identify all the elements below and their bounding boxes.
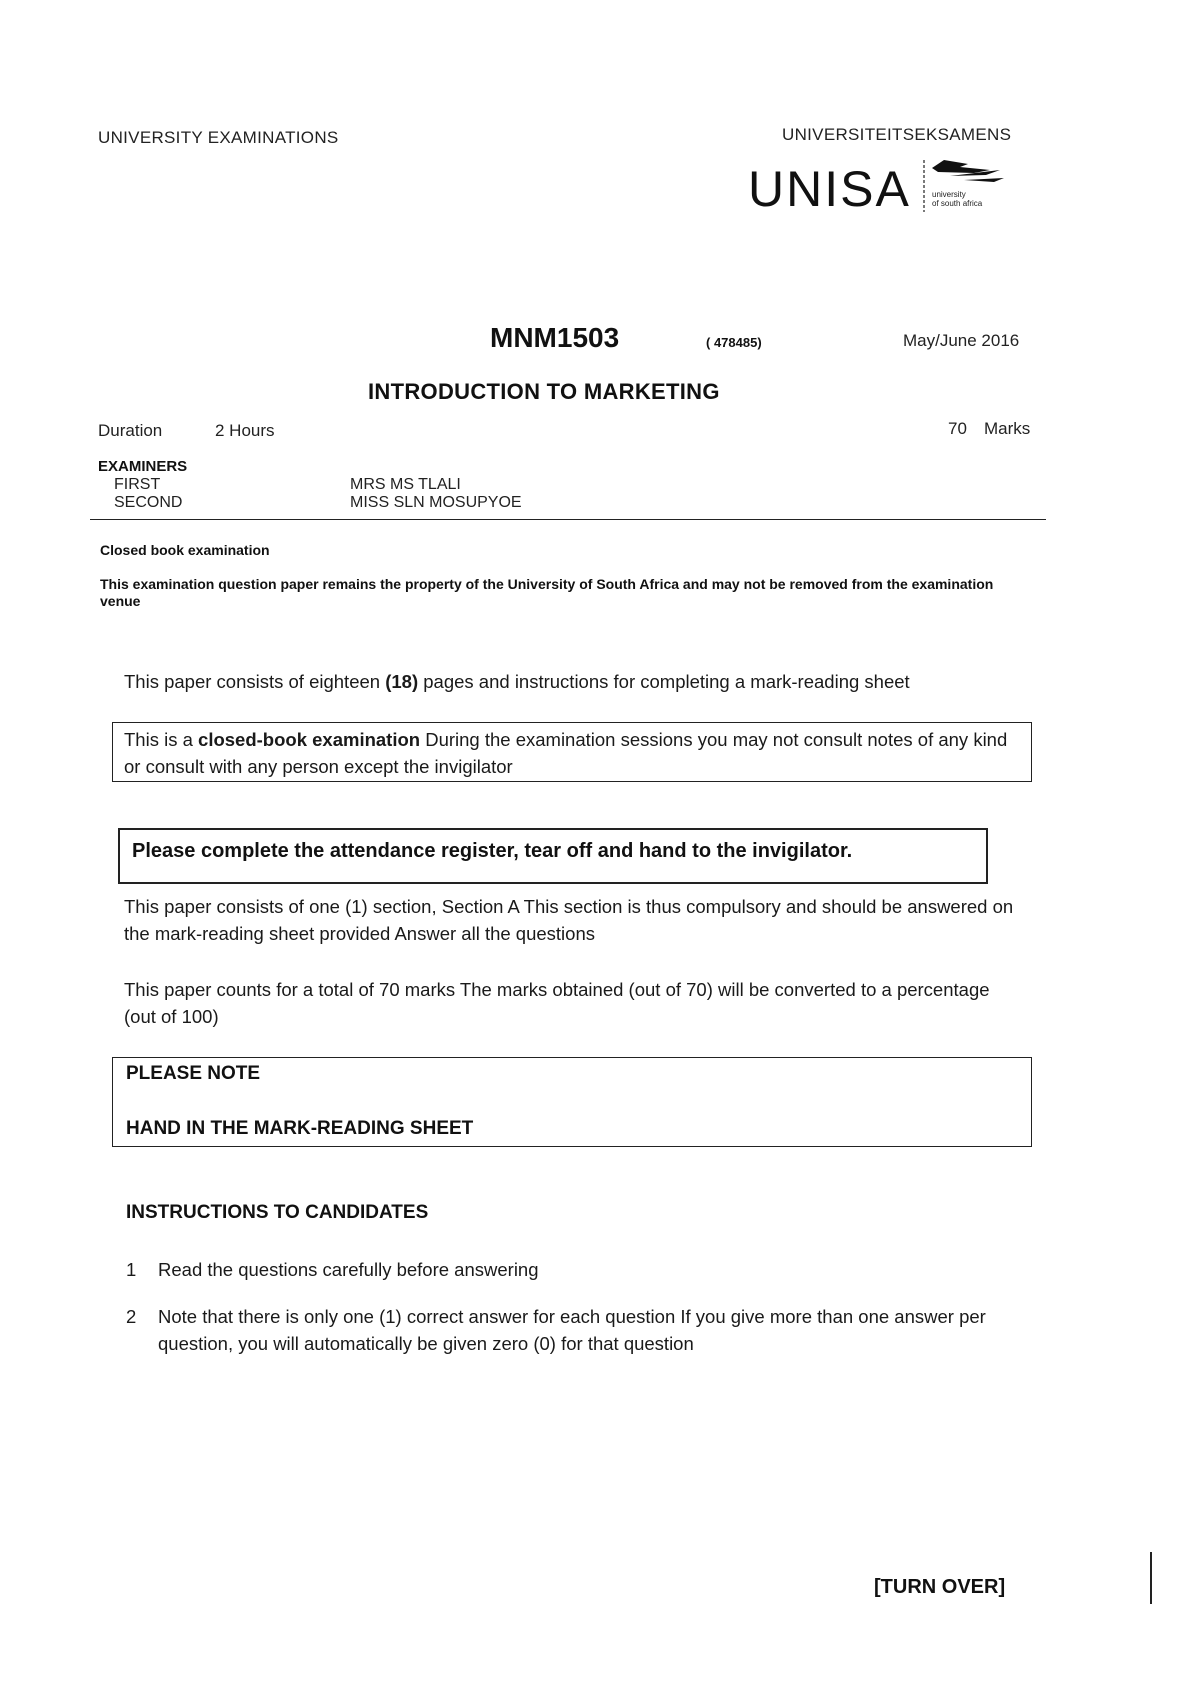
examiners-heading: EXAMINERS [98,458,188,475]
attendance-instruction: Please complete the attendance register, tear off and hand to the invigilator. [132,840,853,862]
turn-over: [TURN OVER] [874,1576,1006,1598]
instruction-1-text: Read the questions carefully before answering [158,1259,539,1280]
logo-tagline-2: of south africa [932,199,983,208]
exam-session: May/June 2016 [903,331,1020,350]
header-left-title: UNIVERSITY EXAMINATIONS [98,128,339,147]
closed-book-emphasis: closed-book examination [198,729,421,750]
property-notice: This examination question paper remains the property of the University of South Africa and may not be removed from the examination venue [100,576,994,609]
sections-paragraph: This paper consists of one (1) section, Section A This section is thus compulsory and should be answered on the mark-reading sheet provided Answer all the questions [124,896,1014,944]
duration-label: Duration [98,421,163,440]
closed-book-notice: Closed book examination [100,542,270,558]
second-examiner-name: MISS SLN MOSUPYOE [350,494,522,511]
instruction-2-text: Note that there is only one (1) correct answer for each question If you give more than one answer per question, you will automatically be given zero (0) for that question [158,1306,986,1354]
unisa-logo [748,160,1018,220]
pages-text-start: This paper consists of eighteen [124,671,381,692]
pages-statement [124,668,910,695]
instructions-heading: INSTRUCTIONS TO CANDIDATES [126,1202,429,1223]
instruction-1-number: 1 [126,1259,137,1280]
mark-reading-note: HAND IN THE MARK-READING SHEET [126,1118,474,1139]
duration-value: 2 Hours [215,421,275,440]
closed-book-text-start: This is a [124,729,193,750]
first-examiner-label: FIRST [114,476,161,493]
scan-edge-mark [1150,1552,1152,1604]
logo-tagline-1: university [932,190,966,199]
please-note-heading: PLEASE NOTE [126,1063,261,1084]
course-code: MNM1503 [490,322,620,353]
first-examiner-name: MRS MS TLALI [350,476,461,493]
pages-text-end: pages and instructions for completing a mark-reading sheet [423,671,910,692]
instruction-2-number: 2 [126,1306,137,1327]
marks-value: 70 [948,419,967,438]
second-examiner-label: SECOND [114,494,183,511]
header-divider [90,519,1046,520]
course-title: INTRODUCTION TO MARKETING [368,379,720,404]
header-right-title: UNIVERSITEITSEKSAMENS [782,125,1012,144]
closed-book-text-end: During the examination sessions you may not consult notes of any kind or consult with any person except the invigilator [124,729,1008,777]
logo-wordmark: UNISA [748,161,911,217]
total-marks-paragraph: This paper counts for a total of 70 marks The marks obtained (out of 70) will be converted to a percentage (out of 100) [124,979,990,1027]
pages-count: (18) [385,671,419,692]
paper-number: ( 478485) [706,335,762,350]
marks-label: Marks [984,419,1031,438]
logo-emblem-icon [920,158,1020,220]
closed-book-statement [124,726,1024,780]
